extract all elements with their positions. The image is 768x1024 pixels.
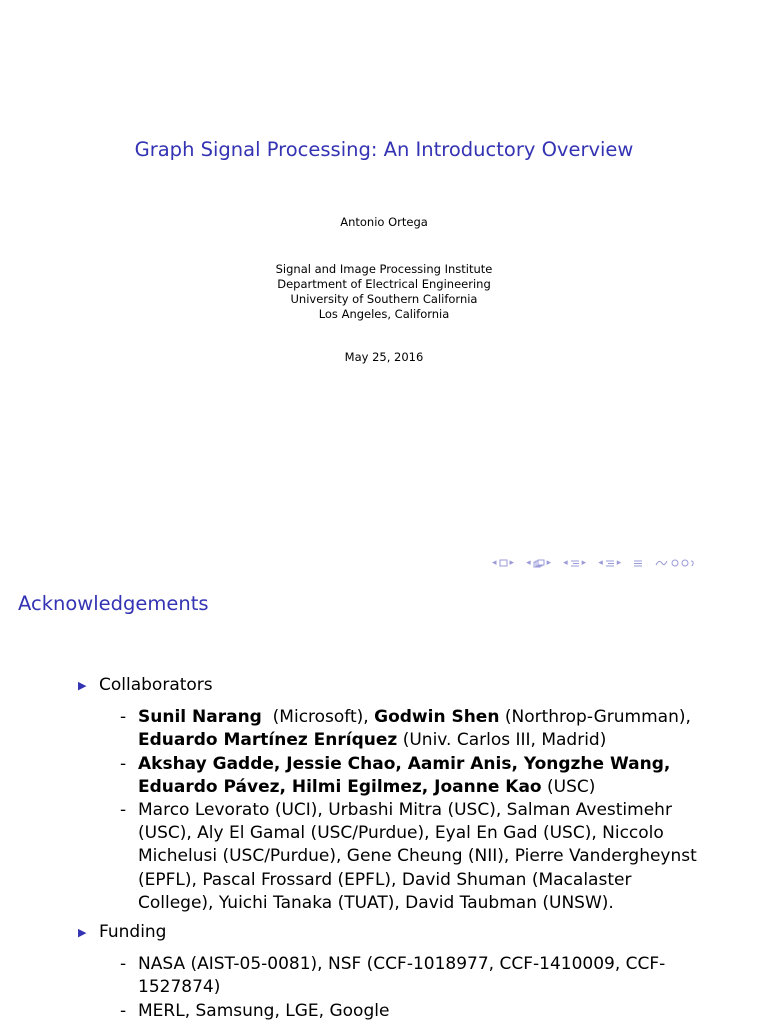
institute-line: University of Southern California: [290, 292, 478, 306]
nav-search-icon[interactable]: [655, 558, 695, 568]
bullet-label: Collaborators: [99, 675, 213, 695]
presentation-date: May 25, 2016: [344, 350, 424, 364]
list-item: [0, 921, 768, 944]
author-name: Antonio Ortega: [340, 215, 428, 229]
nav-section-icon[interactable]: ◂ ▸: [563, 558, 587, 568]
presentation-title: Graph Signal Processing: An Introductory Overview: [134, 138, 634, 161]
sub-list-item: - NASA (AIST-05-0081), NSF (CCF-1018977, CCF-1410009, CCF-1527874): [120, 954, 666, 998]
sub-list-item: - Akshay Gadde, Jessie Chao, Aamir Anis, Yongzhe Wang, Eduardo Pávez, Hilmi Egilmez, Joanne Kao (USC): [120, 753, 671, 797]
list-item: [0, 674, 768, 697]
slide-content: [0, 674, 768, 1023]
nav-first-icon[interactable]: ◂ ▸: [492, 558, 515, 568]
institute-line: Los Angeles, California: [318, 307, 450, 321]
institute-line: Department of Electrical Engineering: [277, 277, 491, 291]
bullet-triangle-icon: ▶: [78, 926, 87, 940]
sub-list-item: - Sunil Narang (Microsoft), Godwin Shen (Northrop-Grumman), Eduardo Martínez Enríquez (Univ. Carlos III, Madrid): [120, 707, 691, 751]
institute-line: Signal and Image Processing Institute: [275, 262, 493, 276]
frame-title: Acknowledgements: [18, 592, 209, 615]
nav-toc-icon[interactable]: [633, 559, 643, 568]
beamer-navigation-bar: [492, 556, 695, 570]
sub-list-item: - Marco Levorato (UCI), Urbashi Mitra (USC), Salman Avestimehr (USC), Aly El Gamal (USC/Purdue), Eyal En Gad (USC), Niccolo Michelusi (USC/Purdue), Gene Cheung (NII), Pierre Vandergheynst (EPFL), Pascal Frossard (EPFL), David Shuman (Macalaster College), Yuichi Tanaka (TUAT), David Taubman (UNSW).: [120, 800, 697, 913]
nav-frame-icon[interactable]: ◂ ▸: [526, 558, 552, 568]
nav-subsection-icon[interactable]: ◂ ▸: [598, 558, 622, 568]
sub-list-item: - MERL, Samsung, LGE, Google: [120, 1000, 390, 1021]
institute-block: [0, 262, 768, 322]
acknowledgements-slide: [0, 576, 768, 1024]
bullet-label: Funding: [99, 922, 167, 943]
bullet-triangle-icon: ▶: [78, 679, 87, 692]
